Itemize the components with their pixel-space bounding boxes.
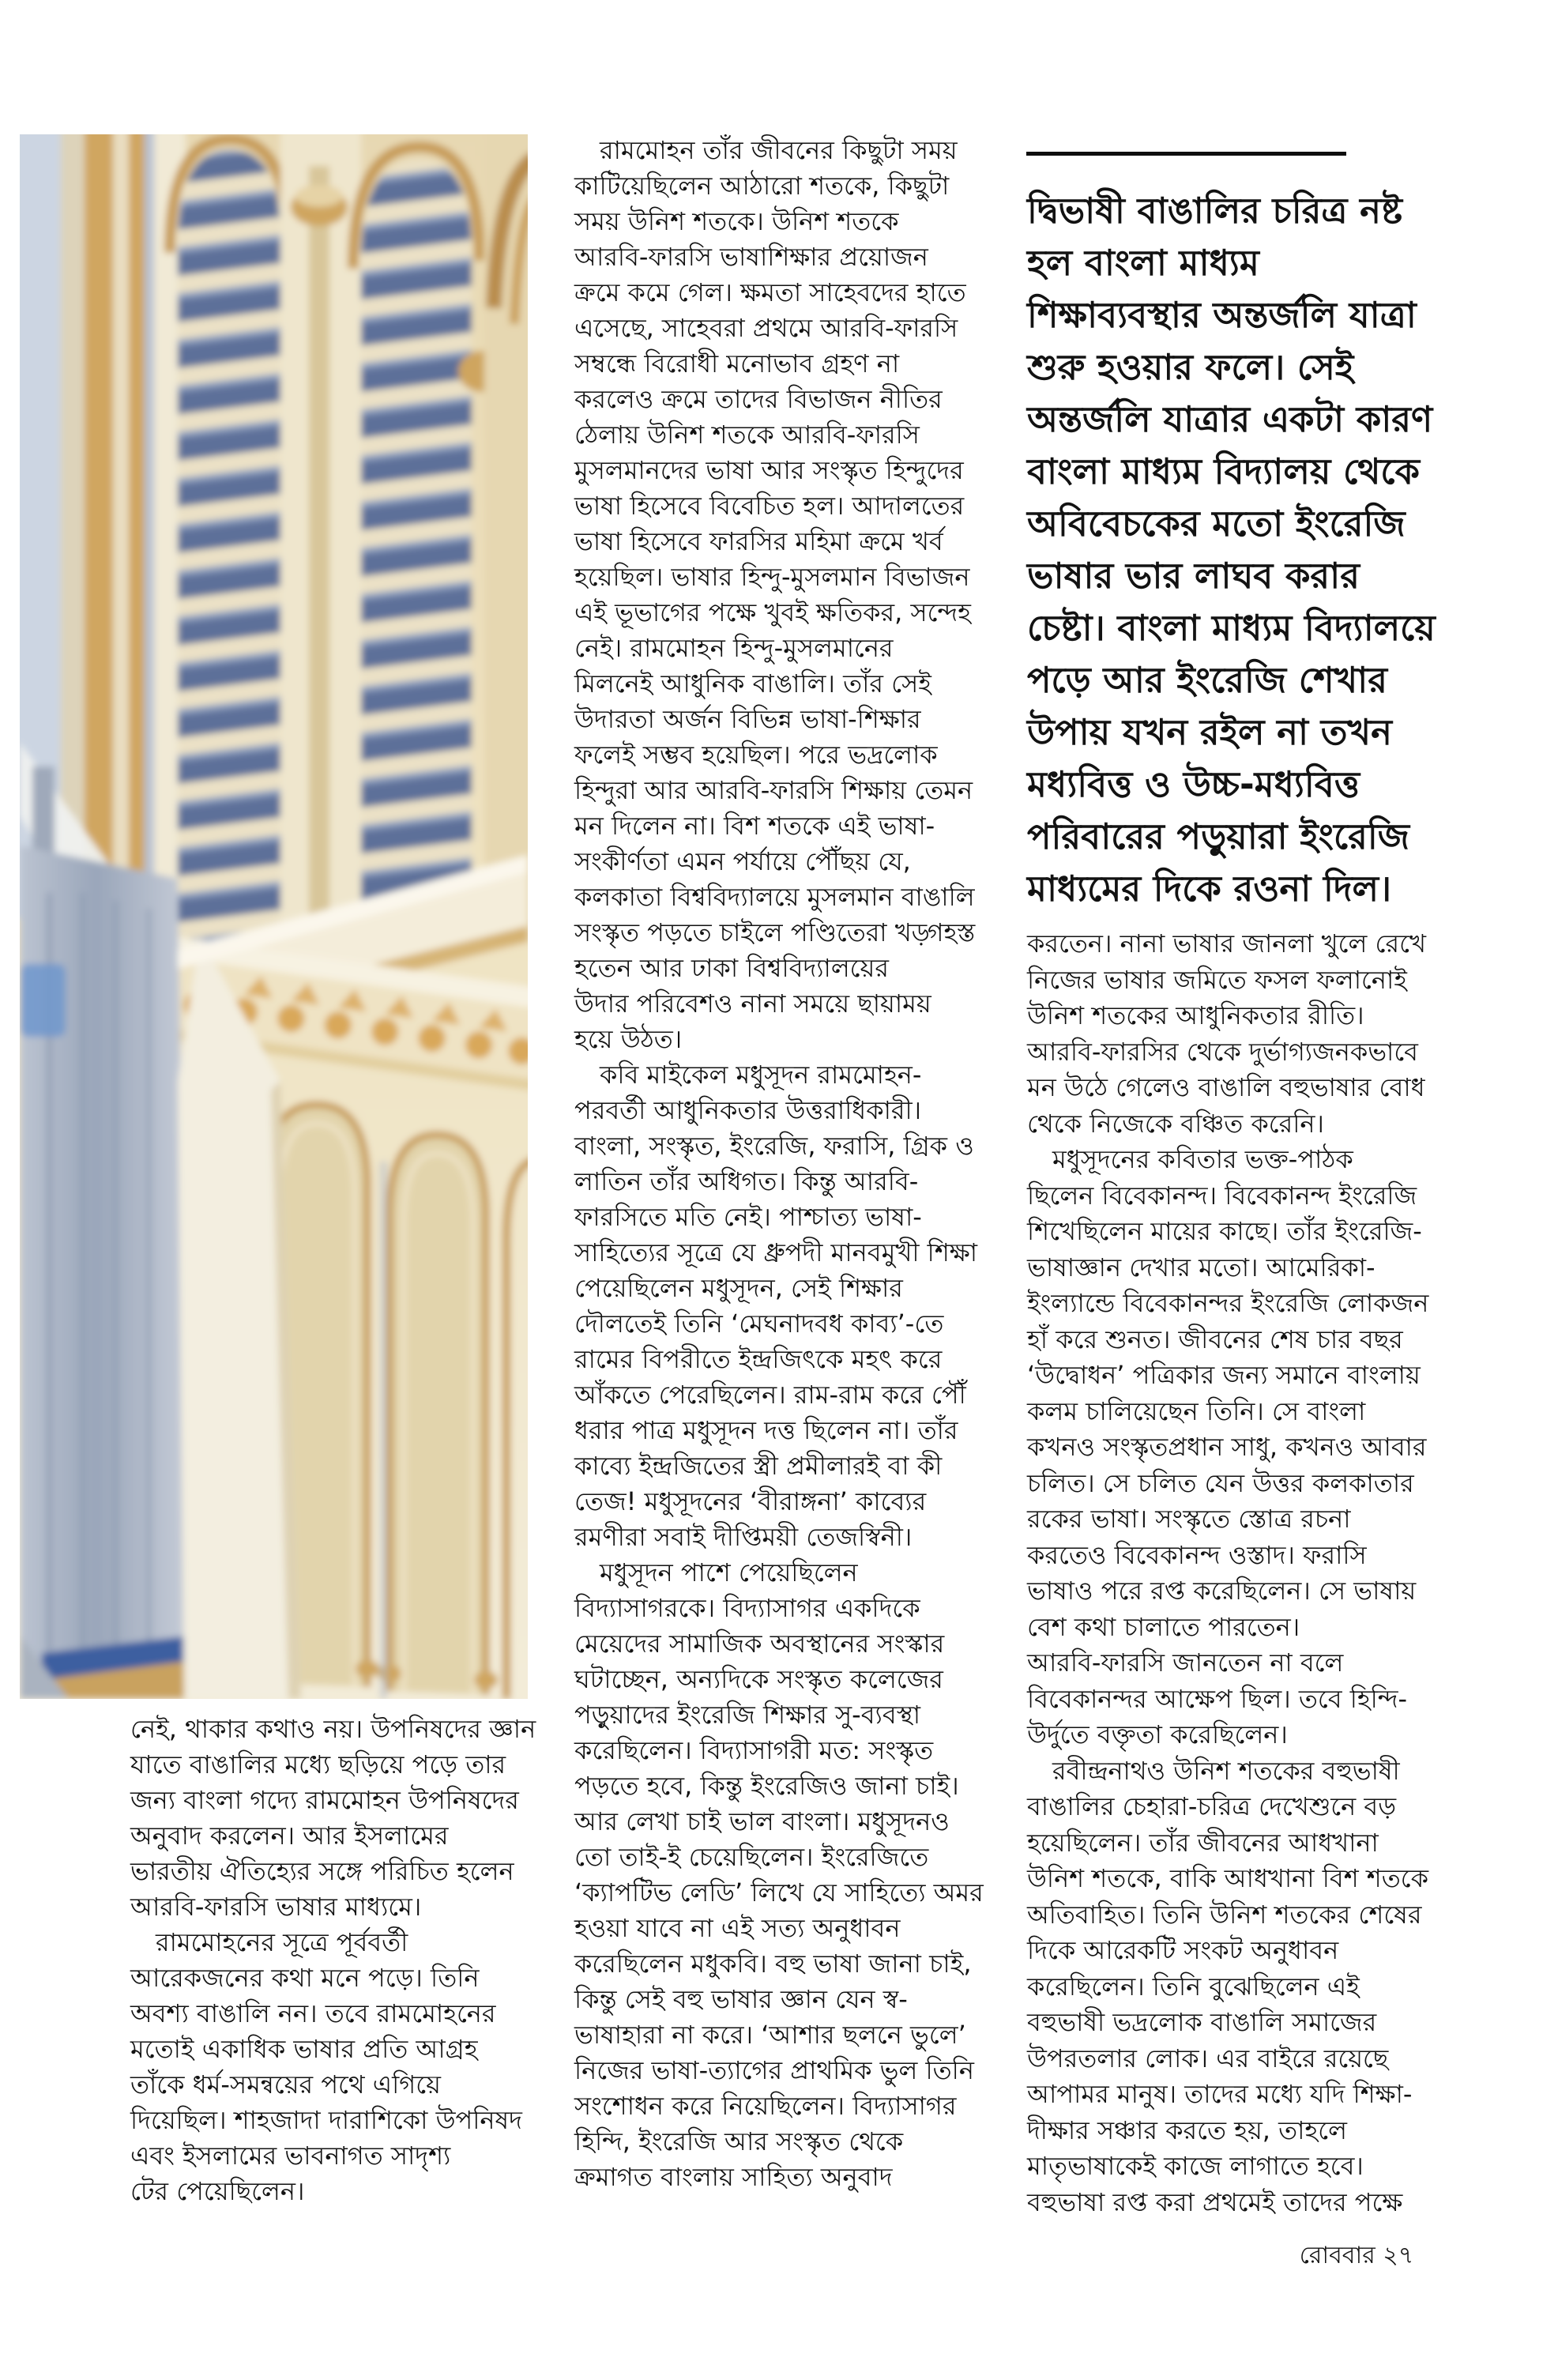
text-line: কলকাতা বিশ্ববিদ্যালয়ে মুসলমান বাঙালি <box>574 882 975 912</box>
text-line: হিন্দি, ইংরেজি আর সংস্কৃত থেকে <box>574 2126 904 2156</box>
text-line: ফলেই সম্ভব হয়েছিল। পরে ভদ্রলোক <box>574 740 938 770</box>
pull-quote <box>1027 185 1446 915</box>
text-line: নেই। রামমোহন হিন্দু-মুসলমানের <box>574 633 894 663</box>
text-line: বিদ্যাসাগরকে। বিদ্যাসাগর একদিকে <box>574 1593 920 1623</box>
text-line: ধরার পাত্র মধুসূদন দত্ত ছিলেন না। তাঁর <box>574 1415 958 1445</box>
text-line: ক্রমাগত বাংলায় সাহিত্য অনুবাদ <box>574 2162 893 2192</box>
text-line: রবীন্দ্রনাথও উনিশ শতকের বহুভাষী <box>1027 1755 1400 1786</box>
text-line: মতোই একাধিক ভাষার প্রতি আগ্রহ <box>130 2034 478 2064</box>
text-line: অনুবাদ করলেন। আর ইসলামের <box>130 1821 449 1851</box>
text-line: পরিবারের পড়ুয়ারা ইংরেজি <box>1027 815 1409 857</box>
article-column-right <box>1027 926 1442 2220</box>
text-line: নিজের ভাষা-ত্যাগের প্রাথমিক ভুল তিনি <box>574 2055 974 2085</box>
text-line: অন্তর্জলি যাত্রার একটা কারণ <box>1027 398 1433 440</box>
text-line: মন উঠে গেলেও বাঙালি বহুভাষার বোধ <box>1027 1072 1425 1102</box>
text-line: রমণীরা সবাই দীপ্তিময়ী তেজস্বিনী। <box>574 1522 913 1552</box>
text-line: উপরতলার লোক। এর বাইরে রয়েছে <box>1027 2043 1389 2073</box>
text-line: চেষ্টা। বাংলা মাধ্যম বিদ্যালয়ে <box>1027 607 1436 649</box>
text-line: করতেন। নানা ভাষার জানলা খুলে রেখে <box>1027 928 1426 958</box>
text-line: মন দিলেন না। বিশ শতকে এই ভাষা- <box>574 811 935 841</box>
text-line: ক্রমে কমে গেল। ক্ষমতা সাহেবদের হাতে <box>574 277 966 307</box>
text-line: উদারতা অর্জন বিভিন্ন ভাষা-শিক্ষার <box>574 704 921 734</box>
text-line: সংশোধন করে নিয়েছিলেন। বিদ্যাসাগর <box>574 2091 957 2121</box>
text-line: হল বাংলা মাধ্যম <box>1027 242 1259 284</box>
text-line: ঘটাচ্ছেন, অন্যদিকে সংস্কৃত কলেজের <box>574 1664 943 1694</box>
text-line: উনিশ শতকে, বাকি আধখানা বিশ শতকে <box>1027 1863 1428 1893</box>
text-line: ছিলেন বিবেকানন্দ। বিবেকানন্দ ইংরেজি <box>1027 1180 1417 1211</box>
text-line: আরবি-ফারসির থেকে দুর্ভাগ্যজনকভাবে <box>1027 1036 1418 1067</box>
text-line: হিন্দুরা আর আরবি-ফারসি শিক্ষায় তেমন <box>574 775 973 805</box>
text-line: অবিবেচকের মতো ইংরেজি <box>1027 503 1406 544</box>
text-line: পড়ুয়াদের ইংরেজি শিক্ষার সু-ব্যবস্থা <box>574 1700 921 1730</box>
text-line: দিকে আরেকটি সংকট অনুধাবন <box>1027 1935 1339 1965</box>
article-column-left <box>130 1712 536 2209</box>
text-line: কাব্যে ইন্দ্রজিতের স্ত্রী প্রমীলারই বা কী <box>574 1451 943 1481</box>
text-line: দিয়েছিল। শাহজাদা দারাশিকো উপনিষদ <box>130 2105 522 2135</box>
text-line: টের পেয়েছিলেন। <box>130 2176 305 2206</box>
text-line: জন্য বাংলা গদ্যে রামমোহন উপনিষদের <box>130 1785 519 1815</box>
text-line: হতেন আর ঢাকা বিশ্ববিদ্যালয়ের <box>574 953 889 983</box>
text-line: রামমোহন তাঁর জীবনের কিছুটা সময় <box>574 135 958 165</box>
text-line: সংস্কৃত পড়তে চাইলে পণ্ডিতেরা খড়্গহস্ত <box>574 917 976 947</box>
text-line: আর লেখা চাই ভাল বাংলা। মধুসূদনও <box>574 1806 950 1836</box>
text-line: পেয়েছিলেন মধুসূদন, সেই শিক্ষার <box>574 1273 903 1303</box>
text-line: লাতিন তাঁর অধিগত। কিন্তু আরবি- <box>574 1166 919 1196</box>
text-line: তাঁকে ধর্ম-সমন্বয়ের পথে এগিয়ে <box>130 2069 441 2099</box>
text-line: পড়ে আর ইংরেজি শেখার <box>1027 659 1387 701</box>
text-line: এসেছে, সাহেবরা প্রথমে আরবি-ফারসি <box>574 313 958 343</box>
text-line: সংকীর্ণতা এমন পর্যায়ে পৌঁছয় যে, <box>574 846 911 876</box>
text-line: পরবর্তী আধুনিকতার উত্তরাধিকারী। <box>574 1095 922 1125</box>
text-line: যাতে বাঙালির মধ্যে ছড়িয়ে পড়ে তার <box>130 1749 506 1779</box>
text-line: বহুভাষা রপ্ত করা প্রথমেই তাদের পক্ষে <box>1027 2186 1403 2217</box>
text-line: দীক্ষার সঞ্চার করতে হয়, তাহলে <box>1027 2115 1347 2145</box>
page-footer: রোববার ২৭ <box>1299 2242 1414 2269</box>
text-line: করেছিলেন। বিদ্যাসাগরী মত: সংস্কৃত <box>574 1735 934 1765</box>
text-line: বাঙালির চেহারা-চরিত্র দেখেশুনে বড় <box>1027 1791 1397 1821</box>
text-line: মিলনেই আধুনিক বাঙালি। তাঁর সেই <box>574 668 931 699</box>
article-column-middle <box>574 133 1007 2195</box>
text-line: সম্বন্ধে বিরোধী মনোভাব গ্রহণ না <box>574 348 900 378</box>
text-line: দৌলতেই তিনি ‘মেঘনাদবধ কাব্য’-তে <box>574 1309 944 1339</box>
text-line: আরবি-ফারসি ভাষার মাধ্যমে। <box>130 1892 422 1922</box>
text-line: হাঁ করে শুনত। জীবনের শেষ চার বছর <box>1027 1324 1403 1354</box>
text-line: ভাষাহারা না করে। ‘আশার ছলনে ভুলে’ <box>574 2020 966 2050</box>
text-line: উপায় যখন রইল না তখন <box>1027 711 1392 753</box>
text-line: ভাষাজ্ঞান দেখার মতো। আমেরিকা- <box>1027 1252 1375 1282</box>
text-line: থেকে নিজেকে বঞ্চিত করেনি। <box>1027 1108 1324 1139</box>
text-line: করেছিলেন মধুকবি। বহু ভাষা জানা চাই, <box>574 1949 972 1979</box>
text-line: চলিত। সে চলিত যেন উত্তর কলকাতার <box>1027 1467 1414 1498</box>
text-line: ভাষা হিসেবে বিবেচিত হল। আদালতের <box>574 491 965 521</box>
text-line: করেছিলেন। তিনি বুঝেছিলেন এই <box>1027 1971 1360 2002</box>
text-line: উদার পরিবেশও নানা সময়ে ছায়াময় <box>574 989 931 1019</box>
text-line: অবশ্য বাঙালি নন। তবে রামমোহনের <box>130 1998 496 2028</box>
text-line: ভাষার ভার লাঘব করার <box>1027 555 1360 597</box>
text-line: ফারসিতে মতি নেই। পাশ্চাত্য ভাষা- <box>574 1202 922 1232</box>
text-line: ঠেলায় উনিশ শতকে আরবি-ফারসি <box>574 420 920 450</box>
text-line: ভাষা হিসেবে ফারসির মহিমা ক্রমে খর্ব <box>574 526 943 556</box>
text-line: পড়তে হবে, কিন্তু ইংরেজিও জানা চাই। <box>574 1771 959 1801</box>
text-line: বেশ কথা চালাতে পারতেন। <box>1027 1611 1300 1642</box>
text-line: বাংলা মাধ্যম বিদ্যালয় থেকে <box>1027 450 1420 492</box>
text-line: আঁকতে পেরেছিলেন। রাম-রাম করে পৌঁ <box>574 1380 966 1410</box>
text-line: কাটিয়েছিলেন আঠারো শতকে, কিছুটা <box>574 171 950 201</box>
text-line: আপামর মানুষ। তাদের মধ্যে যদি শিক্ষা- <box>1027 2079 1413 2109</box>
text-line: মুসলমানদের ভাষা আর সংস্কৃত হিন্দুদের <box>574 455 964 485</box>
cathedral-photo <box>20 134 528 1699</box>
text-line: তেজ! মধুসূদনের ‘বীরাঙ্গনা’ কাব্যের <box>574 1486 927 1516</box>
text-line: দ্বিভাষী বাঙালির চরিত্র নষ্ট <box>1027 190 1402 232</box>
text-line: নিজের ভাষার জমিতে ফসল ফলানোই <box>1027 964 1407 995</box>
cathedral-photo-art <box>20 134 528 1699</box>
text-line: মাতৃভাষাকেই কাজে লাগাতে হবে। <box>1027 2151 1364 2181</box>
text-line: শিখেছিলেন মায়ের কাছে। তাঁর ইংরেজি- <box>1027 1216 1422 1246</box>
text-line: মধুসূদনের কবিতার ভক্ত-পাঠক <box>1027 1144 1353 1174</box>
text-line: এই ভূভাগের পক্ষে খুবই ক্ষতিকর, সন্দেহ <box>574 597 971 627</box>
text-line: ‘উদ্বোধন’ পত্রিকার জন্য সমানে বাংলায় <box>1027 1360 1421 1390</box>
text-line: শিক্ষাব্যবস্থার অন্তর্জলি যাত্রা <box>1027 294 1417 336</box>
text-line: ‘ক্যাপটিভ লেডি’ লিখে যে সাহিত্যে অমর <box>574 1877 984 1907</box>
text-line: বাংলা, সংস্কৃত, ইংরেজি, ফরাসি, গ্রিক ও <box>574 1131 974 1161</box>
text-line: বিবেকানন্দর আক্ষেপ ছিল। তবে হিন্দি- <box>1027 1683 1408 1714</box>
text-line: ভাষাও পরে রপ্ত করেছিলেন। সে ভাষায় <box>1027 1576 1417 1606</box>
text-line: আরেকজনের কথা মনে পড়ে। তিনি <box>130 1963 480 1993</box>
text-line: মধ্যবিত্ত ও উচ্চ-মধ্যবিত্ত <box>1027 763 1360 805</box>
text-line: আরবি-ফারসি ভাষাশিক্ষার প্রয়োজন <box>574 242 928 272</box>
text-line: ইংল্যান্ডে বিবেকানন্দর ইংরেজি লোকজন <box>1027 1288 1429 1318</box>
text-line: রকের ভাষা। সংস্কৃতে স্তোত্র রচনা <box>1027 1504 1351 1534</box>
text-line: রামমোহনের সূত্রে পূর্ববর্তী <box>130 1927 408 1957</box>
text-line: উনিশ শতকের আধুনিকতার রীতি। <box>1027 1000 1364 1030</box>
text-line: সময় উনিশ শতকে। উনিশ শতকে <box>574 206 899 236</box>
text-line: সাহিত্যের সূত্রে যে ধ্রুপদী মানবমুখী শিক্ষা <box>574 1237 977 1267</box>
text-line: নেই, থাকার কথাও নয়। উপনিষদের জ্ঞান <box>130 1714 536 1744</box>
text-line: কবি মাইকেল মধুসূদন রামমোহন- <box>574 1060 922 1090</box>
text-line: করলেও ক্রমে তাদের বিভাজন নীতির <box>574 384 943 414</box>
text-line: হওয়া যাবে না এই সত্য অনুধাবন <box>574 1913 901 1943</box>
text-line: কলম চালিয়েছেন তিনি। সে বাংলা <box>1027 1395 1366 1426</box>
text-line: তো তাই-ই চেয়েছিলেন। ইংরেজিতে <box>574 1842 929 1872</box>
text-line: এবং ইসলামের ভাবনাগত সাদৃশ্য <box>130 2141 451 2171</box>
text-line: হয়েছিলেন। তাঁর জীবনের আধখানা <box>1027 1827 1379 1858</box>
text-line: অতিবাহিত। তিনি উনিশ শতকের শেষের <box>1027 1899 1422 1930</box>
text-line: বহুভাষী ভদ্রলোক বাঙালি সমাজের <box>1027 2007 1377 2037</box>
text-line: মেয়েদের সামাজিক অবস্থানের সংস্কার <box>574 1629 945 1659</box>
text-line: আরবি-ফারসি জানতেন না বলে <box>1027 1648 1344 1678</box>
text-line: ভারতীয় ঐতিহ্যের সঙ্গে পরিচিত হলেন <box>130 1856 514 1886</box>
text-line: হয়েছিল। ভাষার হিন্দু-মুসলমান বিভাজন <box>574 562 970 592</box>
text-line: কিন্তু সেই বহু ভাষার জ্ঞান যেন স্ব- <box>574 1984 908 2014</box>
text-line: করতেও বিবেকানন্দ ওস্তাদ। ফরাসি <box>1027 1539 1367 1570</box>
text-line: মধুসূদন পাশে পেয়েছিলেন <box>574 1557 858 1587</box>
pull-quote-rule <box>1026 152 1346 156</box>
text-line: হয়ে উঠত। <box>574 1024 683 1054</box>
text-line: রামের বিপরীতে ইন্দ্রজিৎকে মহৎ করে <box>574 1344 943 1374</box>
text-line: কখনও সংস্কৃতপ্রধান সাধু, কখনও আবার <box>1027 1432 1427 1462</box>
text-line: উর্দুতে বক্তৃতা করেছিলেন। <box>1027 1719 1288 1749</box>
text-line: মাধ্যমের দিকে রওনা দিল। <box>1027 868 1392 909</box>
text-line: শুরু হওয়ার ফলে। সেই <box>1027 346 1354 388</box>
